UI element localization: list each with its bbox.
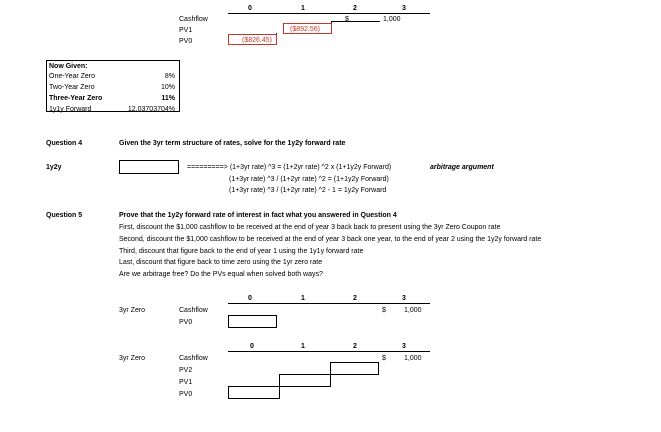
tick-3: 3: [402, 343, 406, 350]
tick-2: 2: [353, 343, 357, 350]
question-5-label: Question 5: [46, 212, 83, 219]
formula-line-2: (1+3yr rate) ^3 / (1+2yr rate) ^2 = (1+1y2y Forward): [229, 176, 389, 183]
cashflow-value: 1,000: [404, 355, 422, 362]
row-label-cashflow: Cashflow: [179, 16, 208, 23]
answer-label-1y2y: 1y2y: [46, 164, 62, 171]
pv0-input[interactable]: [228, 386, 280, 399]
pv0-result-value: ($826.45): [242, 37, 272, 44]
cashflow-value: 1,000: [404, 307, 422, 314]
pv1-input[interactable]: [279, 374, 331, 387]
row-label-pv0: PV0: [179, 391, 193, 398]
row-label-pv0: PV0: [179, 319, 193, 326]
question-4-label: Question 4: [46, 140, 83, 147]
given-value-3yr: 11%: [161, 95, 175, 102]
given-value-1yr: 8%: [164, 73, 175, 80]
row-label-cashflow: Cashflow: [179, 307, 208, 314]
pv0-input[interactable]: [228, 315, 277, 328]
tick-3: 3: [402, 5, 406, 12]
row-label-cashflow: Cashflow: [179, 355, 208, 362]
pv0-result-box: [228, 34, 277, 45]
given-value-1y1y: 12.03703704%: [127, 106, 175, 113]
given-value-2yr: 10%: [160, 84, 175, 91]
question-5-step-3: Third, discount that figure back to the end of year 1 using the 1y1y forward rate: [119, 248, 364, 255]
cashflow-value: 1,000: [383, 16, 401, 23]
tick-0: 0: [248, 5, 252, 12]
question-5-step-4: Last, discount that figure back to time zero using the 1yr zero rate: [119, 259, 323, 266]
row-label-pv1: PV1: [179, 27, 193, 34]
tick-1: 1: [301, 5, 305, 12]
tick-3: 3: [402, 295, 406, 302]
timeline-axis: [228, 351, 430, 352]
given-label-1yr: One-Year Zero: [49, 73, 96, 80]
row-label-pv1: PV1: [179, 379, 193, 386]
answer-input-1y2y[interactable]: [119, 160, 179, 174]
side-label-3yr-zero: 3yr Zero: [119, 355, 146, 362]
timeline-axis: [228, 13, 430, 14]
tick-0: 0: [250, 343, 254, 350]
given-title: Now Given:: [49, 63, 88, 70]
row-label-pv2: PV2: [179, 367, 193, 374]
arbitrage-note: arbitrage argument: [430, 164, 494, 171]
given-label-3yr: Three-Year Zero: [49, 95, 103, 102]
question-4-prompt: Given the 3yr term structure of rates, solve for the 1y2y forward rate: [119, 140, 346, 147]
question-5-step-1: First, discount the $1,000 cashflow to be received at the end of year 3 back back to present using the 3yr Zero Coupon rate: [119, 224, 501, 231]
formula-line-1: =========> (1+3yr rate) ^3 = (1+2yr rate) ^2 x (1+1y2y Forward): [187, 164, 392, 171]
side-label-3yr-zero: 3yr Zero: [119, 307, 146, 314]
pv2-input[interactable]: [330, 362, 379, 375]
tick-1: 1: [301, 343, 305, 350]
tick-2: 2: [353, 295, 357, 302]
given-rates-box: [46, 60, 180, 112]
tick-0: 0: [248, 295, 252, 302]
given-label-1y1y: 1y1y Forward: [49, 106, 92, 113]
dollar-sign: $: [345, 16, 349, 23]
tick-2: 2: [353, 5, 357, 12]
tick-1: 1: [301, 295, 305, 302]
pv1-result-value: ($892.56): [290, 26, 320, 33]
given-label-2yr: Two-Year Zero: [49, 84, 95, 91]
question-5-step-2: Second, discount the $1,000 cashflow to be received at the end of year 3 back one year, to the end of year 2 using the 1y2y forward rate: [119, 236, 542, 243]
question-5-title: Prove that the 1y2y forward rate of interest in fact what you answered in Question 4: [119, 212, 397, 219]
pv1-result-box: [283, 23, 332, 34]
row-label-pv0: PV0: [179, 38, 193, 45]
timeline-axis: [228, 303, 430, 304]
connector-line: [331, 21, 380, 22]
formula-line-3: (1+3yr rate) ^3 / (1+2yr rate) ^2 - 1 = 1y2y Forward: [229, 187, 387, 194]
question-5-question: Are we arbitrage free? Do the PVs equal when solved both ways?: [119, 271, 323, 278]
dollar-sign: $: [382, 307, 386, 314]
dollar-sign: $: [382, 355, 386, 362]
